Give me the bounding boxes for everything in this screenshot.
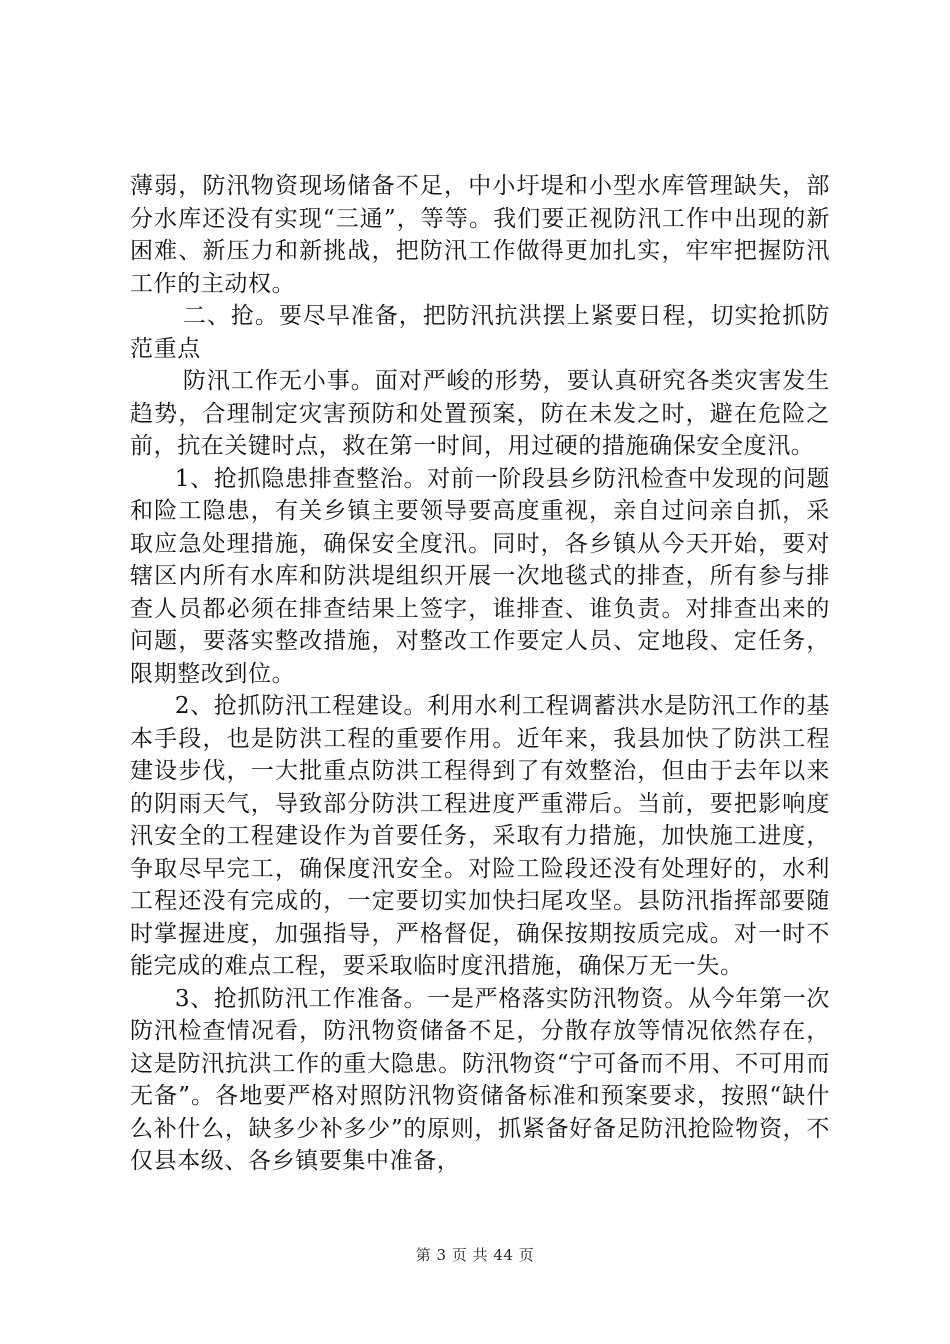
paragraph-item-3: 3、抢抓防汛工作准备。一是严格落实防汛物资。从今年第一次防汛检查情况看，防汛物资储备不足，分散存放等情况依然存在，这是防汛抗洪工作的重大隐患。防汛物资“宁可备而不用、不可用而无备”。各地要严格对照防汛物资储备标准和预案要求，按照“缺什么补什么，缺多少补多少”的原则，抓紧备好备足防汛抢险物资，不仅县本级、各乡镇要集中准备， [130, 985, 830, 1174]
paragraph-item-1: 1、抢抓隐患排查整治。对前一阶段县乡防汛检查中发现的问题和险工隐患，有关乡镇主要领导要高度重视，亲自过问亲自抓，采取应急处理措施，确保安全度汛。同时，各乡镇从今天开始，要对辖区内所有水库和防洪堤组织开展一次地毯式的排查，所有参与排查人员都必须在排查结果上签字，谁排查、谁负责。对排查出来的问题，要落实整改措施，对整改工作要定人员、定地段、定任务，限期整改到位。 [130, 465, 830, 687]
paragraph-continuation: 薄弱，防汛物资现场储备不足，中小圩堤和小型水库管理缺失，部分水库还没有实现“三通”，等等。我们要正视防汛工作中出现的新困难、新压力和新挑战，把防汛工作做得更加扎实，牢牢把握防汛工作的主动权。 [130, 173, 830, 297]
document-body [130, 170, 830, 1178]
section-heading-qiang: 二、抢。要尽早准备，把防汛抗洪摆上紧要日程，切实抢抓防范重点 [130, 303, 830, 362]
page-footer: 第 3 页 共 44 页 [415, 1246, 535, 1264]
paragraph-item-2: 2、抢抓防汛工程建设。利用水利工程调蓄洪水是防汛工作的基本手段，也是防洪工程的重要作用。近年来，我县加快了防洪工程建设步伐，一大批重点防洪工程得到了有效整治，但由于去年以来的阴雨天气，导致部分防洪工程进度严重滞后。当前，要把影响度汛安全的工程建设作为首要任务，采取有力措施，加快施工进度，争取尽早完工，确保度汛安全。对险工险段还没有处理好的，水利工程还没有完成的，一定要切实加快扫尾攻坚。县防汛指挥部要随时掌握进度，加强指导，严格督促，确保按期按质完成。对一时不能完成的难点工程，要采取临时度汛措施，确保万无一失。 [130, 693, 830, 979]
paragraph-intro: 防汛工作无小事。面对严峻的形势，要认真研究各类灾害发生趋势，合理制定灾害预防和处置预案，防在未发之时，避在危险之前，抗在关键时点，救在第一时间，用过硬的措施确保安全度汛。 [130, 368, 830, 459]
